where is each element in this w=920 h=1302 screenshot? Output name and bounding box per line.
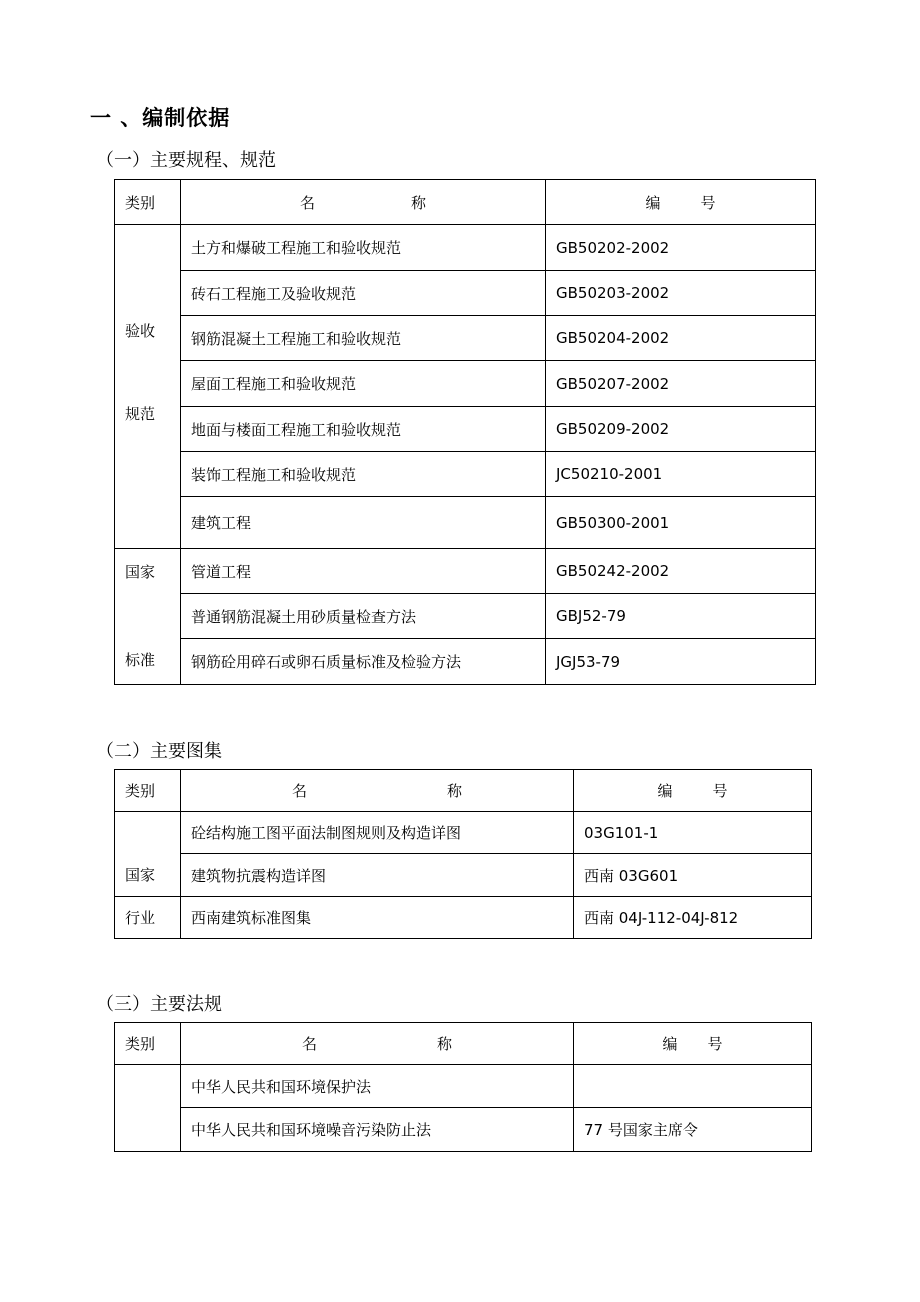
- code-cell: GB50209-2002: [546, 407, 816, 452]
- subsection-title-3: （三）主要法规: [96, 994, 222, 1015]
- code-cell: JC50210-2001: [546, 452, 816, 497]
- name-cell: 土方和爆破工程施工和验收规范: [181, 225, 546, 271]
- code-cell: 西南 03G601: [574, 854, 812, 897]
- table-row: [115, 497, 816, 549]
- code-cell: GBJ52-79: [546, 594, 816, 639]
- header-name: 名 称: [181, 1023, 574, 1065]
- category-label: 标准: [125, 651, 156, 669]
- header-category: 类别: [115, 180, 181, 225]
- code-cell: 77 号国家主席令: [574, 1108, 812, 1152]
- table-row: [115, 1108, 812, 1152]
- header-category: 类别: [115, 770, 181, 812]
- table-header-row: [115, 180, 816, 225]
- name-cell: 西南建筑标准图集: [181, 897, 574, 939]
- code-cell: GB50204-2002: [546, 316, 816, 361]
- name-cell: 管道工程: [181, 549, 546, 594]
- table-row: [115, 316, 816, 361]
- table-header-row: [115, 1023, 812, 1065]
- name-cell: 装饰工程施工和验收规范: [181, 452, 546, 497]
- table-row: [115, 271, 816, 316]
- header-name: 名 称: [181, 180, 546, 225]
- name-cell: 屋面工程施工和验收规范: [181, 361, 546, 407]
- code-cell: 03G101-1: [574, 812, 812, 854]
- name-cell: 建筑工程: [181, 497, 546, 549]
- table-row: [115, 549, 816, 594]
- name-cell: 地面与楼面工程施工和验收规范: [181, 407, 546, 452]
- category-label: 规范: [125, 405, 156, 423]
- subsection-title-1: （一）主要规程、规范: [96, 150, 276, 171]
- header-name: 名 称: [181, 770, 574, 812]
- category-national-standard: [115, 549, 181, 685]
- table-header-row: [115, 770, 812, 812]
- name-cell: 钢筋混凝土工程施工和验收规范: [181, 316, 546, 361]
- table-row: [115, 897, 812, 939]
- table-row: [115, 1065, 812, 1108]
- code-cell: GB50203-2002: [546, 271, 816, 316]
- code-cell: GB50242-2002: [546, 549, 816, 594]
- subsection-title-2: （二）主要图集: [96, 741, 222, 762]
- category-empty: [115, 1065, 181, 1152]
- name-cell: 中华人民共和国环境噪音污染防止法: [181, 1108, 574, 1152]
- code-cell: GB50202-2002: [546, 225, 816, 271]
- code-cell: [574, 1065, 812, 1108]
- table-row: [115, 407, 816, 452]
- category-national: [115, 812, 181, 897]
- code-cell: GB50300-2001: [546, 497, 816, 549]
- name-cell: 普通钢筋混凝土用砂质量检查方法: [181, 594, 546, 639]
- name-cell: 砼结构施工图平面法制图规则及构造详图: [181, 812, 574, 854]
- table-row: [115, 639, 816, 685]
- laws-table: [114, 1022, 812, 1152]
- table-row: [115, 361, 816, 407]
- table-row: [115, 225, 816, 271]
- code-cell: GB50207-2002: [546, 361, 816, 407]
- table-row: [115, 452, 816, 497]
- category-industry: 行业: [115, 897, 181, 939]
- name-cell: 中华人民共和国环境保护法: [181, 1065, 574, 1108]
- name-cell: 钢筋砼用碎石或卵石质量标准及检验方法: [181, 639, 546, 685]
- name-cell: 建筑物抗震构造详图: [181, 854, 574, 897]
- code-cell: JGJ53-79: [546, 639, 816, 685]
- name-cell: 砖石工程施工及验收规范: [181, 271, 546, 316]
- header-category: 类别: [115, 1023, 181, 1065]
- atlas-table: [114, 769, 812, 939]
- category-acceptance-spec: [115, 225, 181, 549]
- category-label: 国家: [125, 866, 156, 884]
- header-code: 编 号: [574, 770, 812, 812]
- table-row: [115, 594, 816, 639]
- table-row: [115, 812, 812, 854]
- regulations-table: [114, 179, 816, 685]
- category-label: 验收: [125, 322, 156, 340]
- category-label: 国家: [125, 563, 156, 581]
- header-code: 编 号: [546, 180, 816, 225]
- section-heading: 一 、编制依据: [90, 106, 231, 130]
- code-cell: 西南 04J-112-04J-812: [574, 897, 812, 939]
- table-row: [115, 854, 812, 897]
- header-code: 编 号: [574, 1023, 812, 1065]
